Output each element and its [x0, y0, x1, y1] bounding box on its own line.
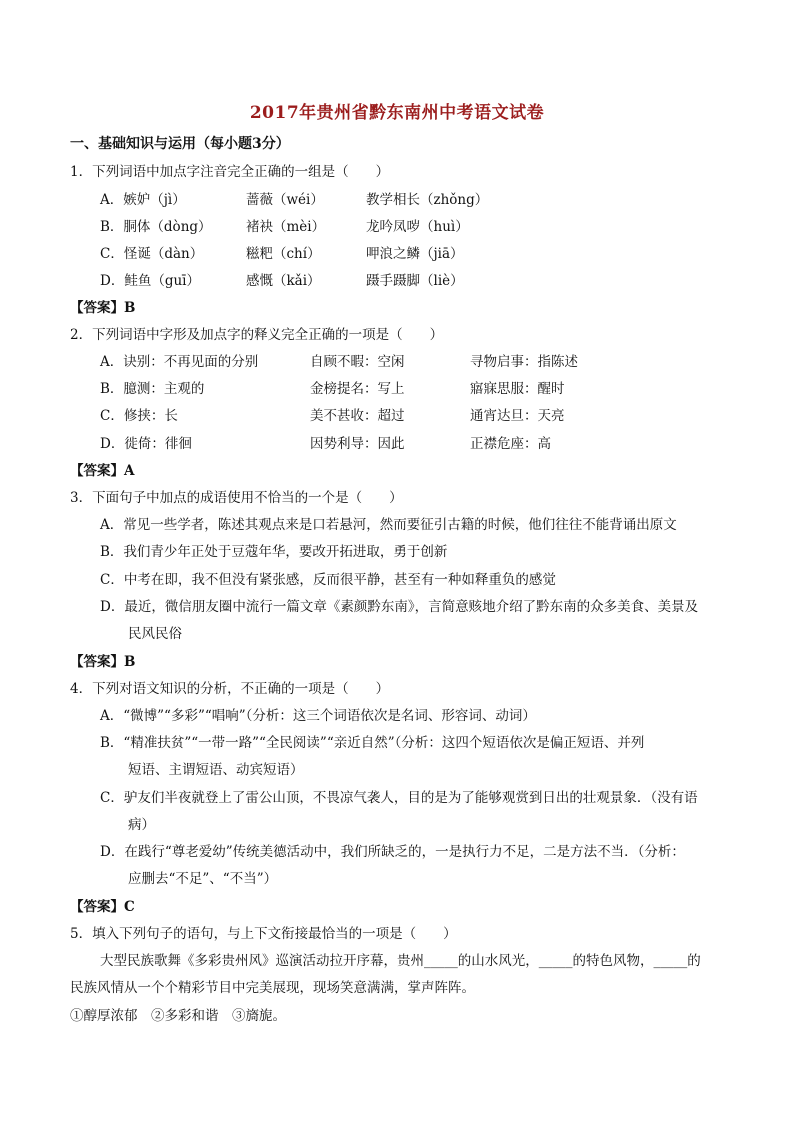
q5-passage-line1: 大型民族歌舞《多彩贵州风》巡演活动拉开序幕，贵州_____的山水风光，_____的特色风物，_____的 [100, 953, 701, 969]
q2-option-b-2: 金榜提名：写上 [310, 381, 405, 397]
q2-option-c-3: 通宵达旦：天亮 [470, 408, 565, 424]
q2-option-d-1: D．徙倚：徘徊 [100, 436, 192, 452]
q1-option-a-3: 教学相长（zhǒng） [366, 192, 489, 208]
question-4-stem: 4．下列对语文知识的分析，不正确的一项是（ ） [70, 681, 390, 697]
q1-answer: 【答案】B [70, 300, 136, 316]
q1-option-d-2: 感慨（kǎi） [246, 273, 321, 289]
q4-option-a: A．“微博”“多彩”“唱响”（分析：这三个词语依次是名词、形容词、动词） [100, 708, 536, 724]
q1-option-d-3: 蹑手蹑脚（liè） [366, 273, 464, 289]
q1-option-a-1: A．嫉妒（jì） [100, 192, 186, 208]
q2-option-c-2: 美不甚收：超过 [310, 408, 405, 424]
q2-option-d-3: 正襟危座：高 [470, 436, 551, 452]
q2-option-a-2: 自顾不暇：空闲 [310, 354, 405, 370]
q5-passage-line2: 民族风情从一个个精彩节目中完美展现，现场笑意满满，掌声阵阵。 [70, 980, 475, 996]
q3-option-b: B．我们青少年正处于豆蔻年华，要改开拓进取，勇于创新 [100, 544, 448, 560]
q4-option-b-line1: B．“精准扶贫”“一带一路”“全民阅读”“亲近自然”（分析：这四个短语依次是偏正短语、并列 [100, 735, 645, 751]
question-5-stem: 5．填入下列句子的语句，与上下文衔接最恰当的一项是（ ） [70, 926, 457, 942]
q3-option-a: A．常见一些学者，陈述其观点来是口若悬河，然而要征引古籍的时候，他们往往不能背诵出原文 [100, 517, 677, 533]
q4-option-b-line2: 短语、主谓短语、动宾短语） [128, 762, 304, 778]
section-heading: 一、基础知识与运用（每小题3分） [70, 136, 290, 152]
q1-option-d-1: D．鲑鱼（guī） [100, 273, 200, 289]
q4-option-c-line1: C．驴友们半夜就登上了雷公山顶，不畏凉气袭人，目的是为了能够观赏到日出的壮观景象．（没有语 [100, 790, 698, 806]
q1-option-c-2: 糍粑（chí） [246, 246, 321, 262]
q2-option-a-3: 寻物启事：指陈述 [470, 354, 578, 370]
q3-option-d-line2: 民风民俗 [128, 626, 182, 642]
q1-option-a-2: 蔷薇（wéi） [246, 192, 324, 208]
q2-option-b-3: 寤寐思服：醒时 [470, 381, 565, 397]
question-3-stem: 3．下面句子中加点的成语使用不恰当的一个是（ ） [70, 490, 403, 506]
q4-option-d-line1: D．在践行“尊老爱幼”传统美德活动中，我们所缺乏的，一是执行力不足，二是方法不当．（分析： [100, 844, 685, 860]
q1-option-c-3: 呷浪之鳞（jiā） [366, 246, 464, 262]
question-1-stem: 1．下列词语中加点字注音完全正确的一组是（ ） [70, 164, 390, 180]
q1-option-b-3: 龙吟凤哕（huì） [366, 219, 469, 235]
q1-option-b-1: B．胴体（dòng） [100, 219, 212, 235]
page-title: 2017年贵州省黔东南州中考语文试卷 [249, 103, 545, 123]
q2-option-a-1: A．诀别：不再见面的分别 [100, 354, 259, 370]
q3-option-c: C．中考在即，我不但没有紧张感，反而很平静，甚至有一种如释重负的感觉 [100, 572, 556, 588]
q2-answer: 【答案】A [70, 463, 135, 479]
q3-option-d-line1: D．最近，微信朋友圈中流行一篇文章《素颜黔东南》，言简意赅地介绍了黔东南的众多美食、美景及 [100, 599, 699, 615]
question-2-stem: 2．下列词语中字形及加点字的释义完全正确的一项是（ ） [70, 327, 444, 343]
q2-option-b-1: B．臆测：主观的 [100, 381, 205, 397]
q4-option-d-line2: 应删去“不足”、“不当”） [128, 871, 278, 887]
q4-option-c-line2: 病） [128, 817, 155, 833]
q4-answer: 【答案】C [70, 899, 135, 915]
q2-option-c-1: C．修挟：长 [100, 408, 178, 424]
q2-option-d-2: 因势利导：因此 [310, 436, 405, 452]
q1-option-c-1: C．怪诞（dàn） [100, 246, 204, 262]
q5-phrase-options: ①醇厚浓郁 ②多彩和谐 ③旖旎。 [70, 1008, 286, 1024]
q1-option-b-2: 褚袂（mèi） [246, 219, 326, 235]
q3-answer: 【答案】B [70, 654, 136, 670]
